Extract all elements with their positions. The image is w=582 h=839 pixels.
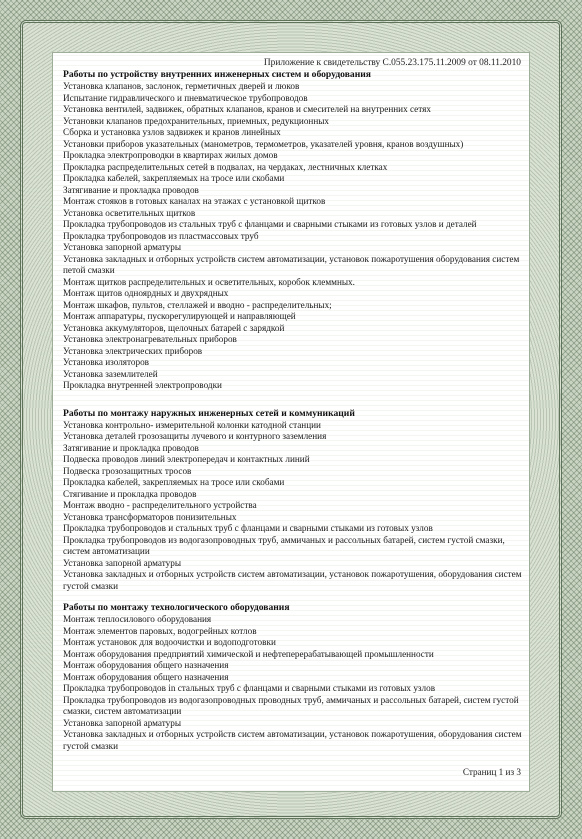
list-item: Монтаж установок для водоочистки и водоподготовки [63,637,276,647]
work-list [61,614,523,752]
list-item: Затягивание и прокладка проводов [63,442,199,453]
list-item: Монтаж теплосилового оборудования [63,614,212,624]
list-item: Монтаж аппаратуры, пускорегулирующей и направляющей [63,311,296,321]
list-item: Подвеска проводов линий электропередач и контактных линий [63,454,310,464]
list-item: Прокладка трубопроводов и стальных труб с фланцами и сварными стыками из готовых узлов [63,523,433,533]
list-item: Затягивание и прокладка проводов [63,184,199,195]
list-item: Установка закладных и отборных устройств систем автоматизации, установок пожаротушения, оборудования систем густой смазки [63,729,522,751]
section-title: Работы по монтажу технологического оборудования [63,602,290,613]
section-title: Работы по монтажу наружных инженерных сетей и коммуникаций [63,407,355,419]
list-item: Прокладка трубопроводов из водогазопроводных труб, аммичаных и рассольных батарей, систем густой смазки, систем автоматизации [63,534,505,556]
list-item: Монтаж щитов одноярдных и двухрядных [63,288,229,298]
list-item: Прокладка внутренней электропроводки [63,380,222,390]
list-item: Установка закладных и отборных устройств систем автоматизации, установок пожаротушения, оборудования систем густой смазки [63,569,522,591]
document-header: Приложение к свидетельству С.055.23.175.11.2009 от 08.11.2010 [263,58,521,68]
list-item: Стягивание и прокладка проводов [63,488,197,499]
work-list [61,81,523,392]
list-item: Монтаж оборудования общего назначения [63,660,229,670]
list-item: Монтаж шкафов, пультов, стеллажей и вводно - распределительных; [63,299,332,310]
work-list [61,420,523,593]
list-item: Прокладка трубопроводов из пластмассовых труб [63,230,259,241]
list-item: Установка запорной арматуры [63,557,182,568]
list-item: Установка клапанов, заслонок, герметичных дверей и люков [63,81,300,91]
list-item: Сборка и установка узлов задвижек и кранов линейных [63,127,281,137]
list-item: Установка запорной арматуры [63,717,182,728]
list-item: Прокладка кабелей, закрепляемых на тросе или скобами [63,477,285,487]
list-item: Прокладка электропроводки в квартирах жилых домов [63,150,278,160]
list-item: Прокладка трубопроводов из водогазопроводных проводных труб, аммичаных и рассольных батарей, систем густой смазки, систем автоматизации [63,694,519,716]
list-item: Установки приборов указательных (манометров, термометров, указателей уровня, кранов воздушных) [63,138,464,149]
list-item: Прокладка кабелей, закрепляемых на тросе или скобами [63,173,285,183]
list-item: Монтаж оборудования общего назначения [63,671,229,682]
list-item: Испытание гидравлического и пневматическое трубопроводов [63,92,308,103]
list-item: Монтаж элементов паровых, водогрейных котлов [63,625,257,636]
list-item: Установки клапанов предохранительных, приемных, редукционных [63,115,330,126]
list-item: Установка трансформаторов понизительных [63,511,237,522]
list-item: Установка электрических приборов [63,345,203,356]
list-item: Установка закладных и отборных устройств систем автоматизации, установок пожаротушения оборудования систем петой смазки [63,253,520,275]
list-item: Прокладка распределительных сетей в подвалах, на чердаках, лестничных клетках [63,161,388,172]
list-item: Установка контрольно- измерительной колонки катодной станции [63,419,321,430]
list-item: Прокладка трубопроводов из стальных труб с фланцами и сварными стыками из готовых узлов и деталей [63,219,477,229]
list-item: Монтаж вводно - распределительного устройства [63,500,257,510]
list-item: Установка осветительных щитков [63,207,196,218]
list-item: Монтаж оборудования предприятий химической и нефтеперерабатывающей промышленности [63,648,434,659]
page-counter: Страниц 1 из 3 [462,767,521,777]
list-item: Прокладка трубопроводов in стальных труб с фланцами и сварными стыками из готовых узлов [63,683,436,693]
document-body [52,52,530,792]
list-item: Установка аккумуляторов, щелочных батарей с зарядкой [63,322,285,333]
section-title: Работы по устройству внутренних инженерных систем и оборудования [63,69,371,80]
list-item: Установка заземлителей [63,368,158,379]
list-item: Подвеска грозозащитных тросов [63,465,192,476]
list-item: Установка запорной арматуры [63,242,182,252]
list-item: Установка изоляторов [63,357,150,367]
sections-container [61,69,523,752]
list-item: Установка электронагревательных приборов [63,334,237,344]
list-item: Монтаж стояков в готовых каналах на этажах с установкой щитков [63,196,326,206]
list-item: Установка вентилей, задвижек, обратных клапанов, кранов и смесителей на внутренних сетях [63,104,431,114]
list-item: Установка деталей грозозащиты лучевого и контурного заземления [63,431,327,441]
list-item: Монтаж щитков распределительных и осветительных, коробок клеммных. [63,276,355,287]
